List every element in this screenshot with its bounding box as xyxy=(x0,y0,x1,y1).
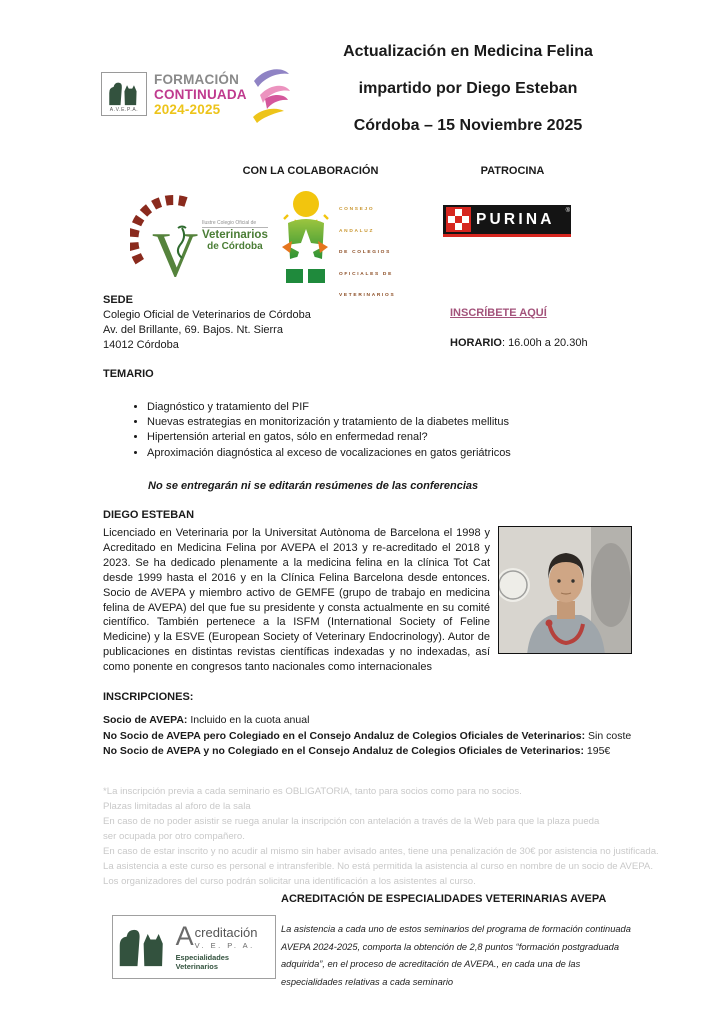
svg-text:V: V xyxy=(152,219,199,288)
fine-print-line: En caso de no poder asistir se ruega anular la inscripción con antelación a través de la Web para que la plaza pueda xyxy=(103,816,600,827)
formacion-continuada-text xyxy=(154,72,247,117)
fine-print-line: La asistencia a este curso es personal e intransferible. No está permitida la asistencia al curso en nombre de un socio de AVEPA. xyxy=(103,861,653,872)
acreditacion-body: La asistencia a cada uno de estos seminarios del programa de formación continuada AVEPA 2024-2025, comporta la obtención de 2,8 puntos “formación postgraduada adquirida”, en el proceso de acreditación de AVEPA., en cada una de las especialidades relativas a cada seminario xyxy=(281,924,631,987)
inscriptions-list xyxy=(103,713,648,760)
purina-logo-underline xyxy=(443,234,571,237)
consejo-logo-line1: CONSEJO xyxy=(339,207,375,212)
fine-print-line: *La inscripción previa a cada seminario es OBLIGATORIA, tanto para socios como para no socios. xyxy=(103,786,522,797)
dog-cat-silhouette-icon xyxy=(117,920,172,974)
inscription-value: Sin coste xyxy=(585,729,632,742)
consejo-logo-text xyxy=(339,189,395,307)
horario-value: : 16.00h a 20.30h xyxy=(501,337,588,349)
inscription-entry xyxy=(103,744,648,760)
consejo-logo-line4: OFICIALES DE xyxy=(339,271,393,277)
title-line-2: impartido por Diego Esteban xyxy=(358,80,578,97)
inscribete-link[interactable]: INSCRÍBETE AQUÍ xyxy=(450,307,547,319)
inscription-label: No Socio de AVEPA pero Colegiado en el Consejo Andaluz de Colegios Oficiales de Veterinarios: xyxy=(103,729,586,742)
temario-item: • Nuevas estrategias en monitorización y tratamiento de la diabetes mellitus xyxy=(147,415,626,430)
cordoba-logo-line3: de Córdoba xyxy=(207,241,263,252)
horario-line xyxy=(450,337,588,349)
sede-line-2: Av. del Brillante, 69. Bajos. Nt. Sierra xyxy=(103,324,283,336)
fine-print-line: Los organizadores del curso podrán solicitar una identificación a los asistentes al curso. xyxy=(103,876,476,887)
consejo-logo-line3: DE COLEGIOS xyxy=(339,250,392,255)
title-line-1: Actualización en Medicina Felina xyxy=(343,43,593,60)
purina-registered-mark: ® xyxy=(565,208,570,214)
title-line-3: Córdoba – 15 Noviembre 2025 xyxy=(353,117,583,134)
acreditacion-logo-text xyxy=(175,920,271,971)
inscription-entry xyxy=(103,729,648,745)
inscription-label: No Socio de AVEPA y no Colegiado en el Consejo Andaluz de Colegios Oficiales de Veterinarios: xyxy=(103,745,584,757)
temario-note: No se entregarán ni se editarán resúmenes de las conferencias xyxy=(148,480,479,492)
consejo-logo-line2: ANDALUZ xyxy=(339,228,375,234)
speaker-section xyxy=(103,509,632,675)
acreditacion-avepa-label: V. E. P. A. xyxy=(194,940,255,950)
temario-item: • Hipertensión arterial en gatos, sólo en enfermedad renal? xyxy=(147,430,626,445)
years-label: 2024-2025 xyxy=(154,102,221,117)
page-title xyxy=(318,42,618,153)
acreditacion-title-rest: creditación xyxy=(194,924,258,940)
temario-item: • Aproximación diagnóstica al exceso de vocalizaciones en gatos geriátricos xyxy=(147,446,626,461)
avepa-logo-box xyxy=(101,72,147,116)
temario-list xyxy=(131,400,626,461)
speaker-photo xyxy=(498,526,632,654)
sede-line-1: Colegio Oficial de Veterinarios de Córdoba xyxy=(103,309,311,321)
consejo-andaluz-icon xyxy=(276,189,334,291)
temario-item: • Diagnóstico y tratamiento del PIF xyxy=(147,400,626,415)
consejo-andaluz-logo xyxy=(276,189,395,307)
acreditacion-big-a: A xyxy=(175,920,194,951)
cordoba-logo-line2: Veterinarios xyxy=(202,229,268,241)
speaker-bio: Licenciado en Veterinaria por la Universitat Autònoma de Barcelona el 1998 y Acreditado en Medicina Felina por AVEPA el 2013 y re-acreditado el 2018 y 2023. Se ha dedicado plenamente a la medicina felina en la clínica Tot Cat desde 1999 hasta el 2016 y en la Clínica Felina Barcelona desde entonces. Socio de AVEPA y miembro activo de GEMFE (grupo de trabajo en medicina felina de AVEPA) del que fue su presidente y consta actualmente en su comité científico. También pertenece a la ISFM (International Society of Feline Medicine) y la ESVE (European Society of Veterinary Endocrinology). Autor de publicaciones en distintas revistas científicas indexadas y no indexadas, así como ponente en congresos tanto nacionales como internacionales xyxy=(103,527,490,674)
fine-print-line: ser ocupada por otro compañero. xyxy=(103,831,245,842)
acreditacion-heading: ACREDITACIÓN DE ESPECIALIDADES VETERINARIAS AVEPA xyxy=(281,893,607,905)
cordoba-logo-line1: Ilustre Colegio Oficial de xyxy=(202,220,268,228)
collaboration-heading: CON LA COLABORACIÓN xyxy=(242,165,379,177)
inscription-entry xyxy=(103,713,648,729)
fine-print-line: Plazas limitadas al aforo de la sala xyxy=(103,801,251,812)
temario-heading: TEMARIO xyxy=(103,368,154,380)
inscription-value: Incluido en la cuota anual xyxy=(187,714,310,726)
cordoba-v-icon xyxy=(130,194,210,288)
swoosh-icon xyxy=(248,65,290,125)
inscripciones-heading: INSCRIPCIONES: xyxy=(103,691,194,703)
speaker-name: DIEGO ESTEBAN xyxy=(103,509,195,521)
fine-print xyxy=(103,784,659,889)
inscription-value: 195€ xyxy=(583,745,611,757)
speaker-portrait-image xyxy=(499,527,632,654)
avepa-label: A.V.E.P.A. xyxy=(109,107,139,113)
sede-section xyxy=(103,293,311,353)
purina-wordmark: PURINA xyxy=(476,211,555,228)
purina-logo xyxy=(443,205,571,238)
consejo-logo-line5: VETERINARIOS xyxy=(339,293,396,298)
fine-print-line: En caso de estar inscrito y no acudir al mismo sin haber avisado antes, tiene una penalización de 30€ por asistencia no justificada. xyxy=(103,846,659,857)
purina-checkerboard-icon xyxy=(446,207,471,232)
cordoba-logo-text xyxy=(202,220,268,252)
acreditacion-subtitle: Especialidades Veterinarios xyxy=(175,952,230,971)
inscription-label: Socio de AVEPA: xyxy=(103,714,188,726)
continuada-label: CONTINUADA xyxy=(154,87,247,102)
sede-line-3: 14012 Córdoba xyxy=(103,339,179,351)
avepa-formacion-continuada-logo xyxy=(101,72,290,125)
acreditacion-avepa-logo xyxy=(112,915,276,979)
colegio-veterinarios-cordoba-logo xyxy=(130,194,268,288)
horario-label: HORARIO xyxy=(450,337,502,349)
dog-cat-silhouette-icon xyxy=(106,80,142,106)
sede-heading: SEDE xyxy=(103,294,133,306)
patrocina-heading: PATROCINA xyxy=(480,165,545,177)
formacion-label: FORMACIÓN xyxy=(154,72,240,87)
